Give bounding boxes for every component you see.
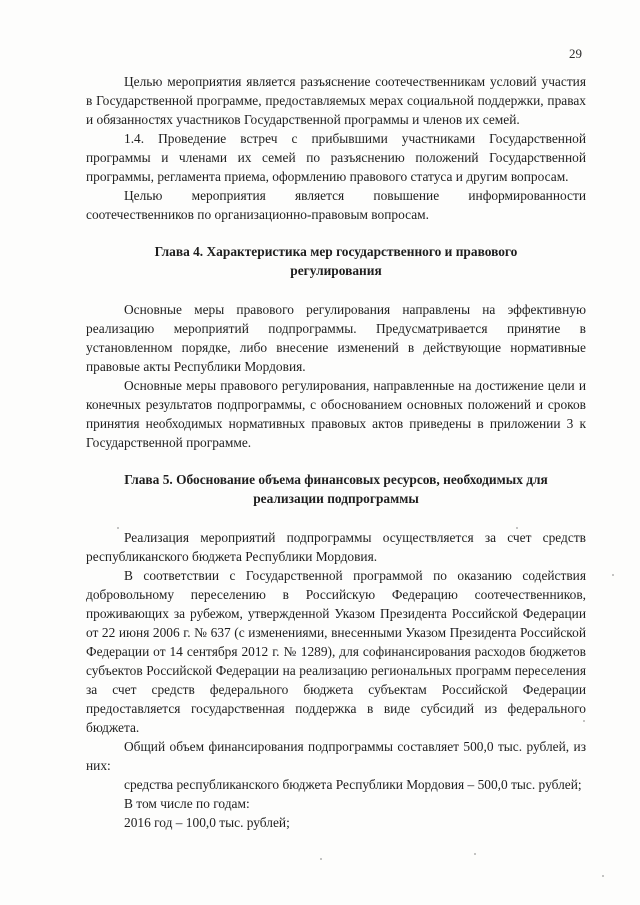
paragraph: средства республиканского бюджета Республики Мордовия – 500,0 тыс. рублей; — [124, 777, 582, 792]
scan-speck — [602, 875, 604, 877]
page-content — [86, 72, 586, 832]
scan-speck — [612, 574, 614, 576]
chapter-4-heading: Глава 4. Характеристика мер государственного и правового регулирования — [154, 244, 518, 278]
paragraph: В соответствии с Государственной программой по оказанию содействия добровольному переселению в Российскую Федерацию соотечественников, проживающих за рубежом, утвержденной Указом Президента Российской Федерации от 22 июня 2006 г. № 637 (с изменениями, внесенными Указом Президента Российской Федерации от 14 сентября 2012 г. № 1289), для софинансирования расходов бюджетов субъектов Российской Федерации на реализацию региональных программ переселения за счет средств федерального бюджета субъектам Российской Федерации предоставляется государственная поддержка в виде субсидий из федерального бюджета. — [86, 568, 586, 735]
scan-speck — [474, 853, 476, 855]
paragraph: 1.4. Проведение встреч с прибывшими участниками Государственной программы и членами их семей по разъяснению положений Государственной программы, регламента приема, оформлению правового статуса и другим вопросам. — [86, 131, 586, 184]
paragraph: Основные меры правового регулирования направлены на эффективную реализацию мероприятий подпрограммы. Предусматривается принятие в установленном порядке, либо внесение изменений в действующие нормативные правовые акты Республики Мордовия. — [86, 302, 586, 374]
paragraph: Общий объем финансирования подпрограммы составляет 500,0 тыс. рублей, из них: — [86, 739, 586, 773]
page-number: 29 — [569, 46, 582, 61]
scan-speck — [320, 858, 322, 860]
paragraph: Целью мероприятия является повышение информированности соотечественников по организационно-правовым вопросам. — [86, 188, 586, 222]
paragraph: Реализация мероприятий подпрограммы осуществляется за счет средств республиканского бюджета Республики Мордовия. — [86, 530, 586, 564]
year-line: 2016 год – 100,0 тыс. рублей; — [124, 815, 290, 830]
paragraph: Основные меры правового регулирования, направленные на достижение цели и конечных результатов подпрограммы, с обоснованием основных положений и сроков принятия необходимых нормативных правовых актов приведены в приложении 3 к Государственной программе. — [86, 378, 586, 450]
scan-speck — [583, 720, 585, 722]
paragraph: Целью мероприятия является разъяснение соотечественникам условий участия в Государственной программе, предоставляемых мерах социальной поддержки, правах и обязанностях участников Государственной программы и членов их семей. — [86, 74, 586, 127]
scan-speck — [117, 527, 119, 529]
by-year-label: В том числе по годам: — [124, 796, 250, 811]
chapter-5-heading: Глава 5. Обоснование объема финансовых ресурсов, необходимых для реализации подпрограммы — [124, 472, 548, 506]
scan-speck — [516, 527, 518, 529]
